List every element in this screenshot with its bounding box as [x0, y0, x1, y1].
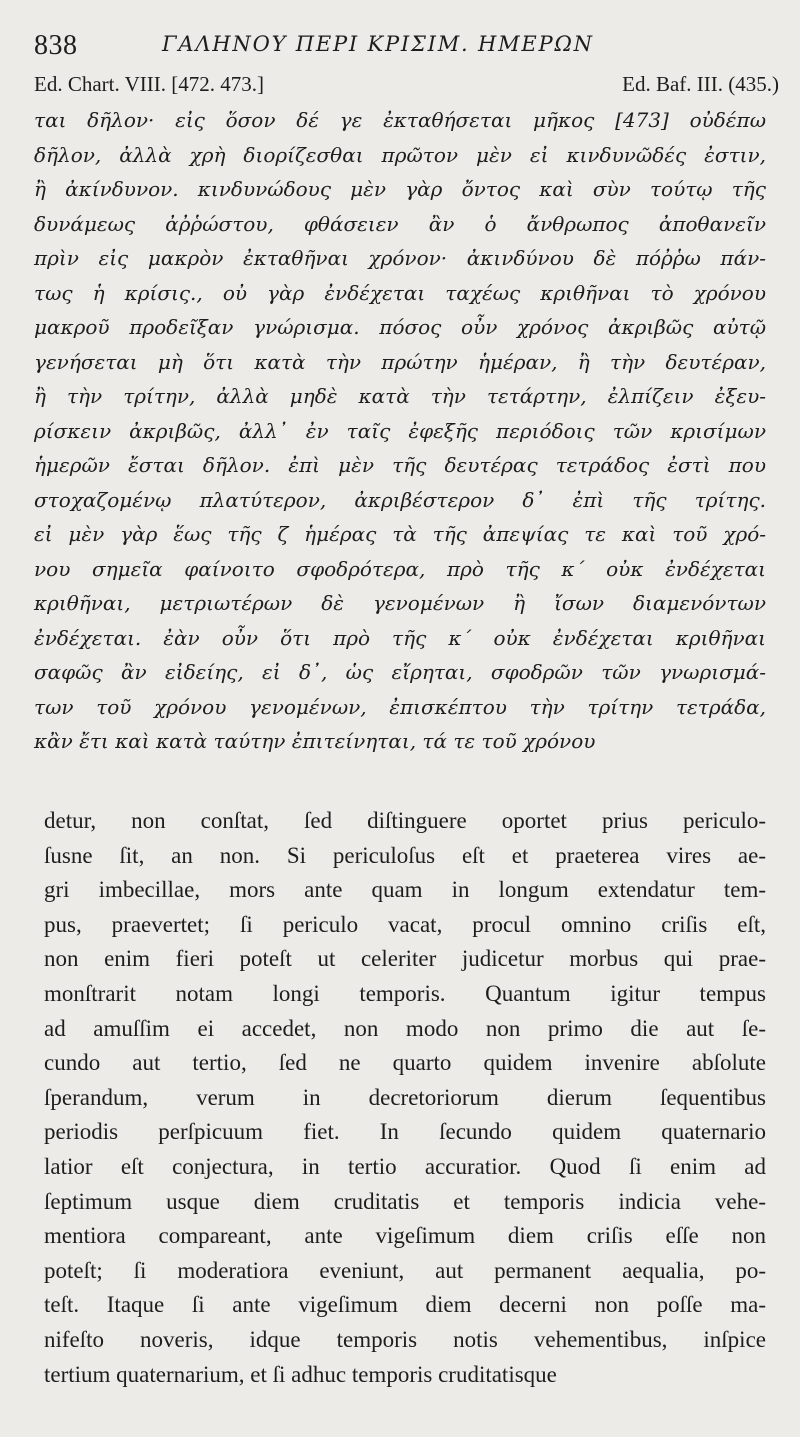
latin-text-line: non enim fieri poteſt ut celeriter judicetur morbus qui prae- — [44, 946, 766, 972]
greek-text-line: δῆλον, ἀλλὰ χρὴ διορίζεσθαι πρῶτον μὲν εἰ κινδυνῶδές ἐστιν, — [34, 142, 766, 167]
latin-text-line: cundo aut tertio, ſed ne quarto quidem invenire abſolute — [44, 1050, 766, 1076]
latin-translation-block — [44, 804, 766, 1392]
greek-text-line: γενήσεται μὴ ὅτι κατὰ τὴν πρώτην ἡμέραν, ἢ τὴν δευτέραν, — [34, 349, 766, 374]
latin-text-line: tertium quaternarium, et ſi adhuc temporis cruditatisque — [44, 1361, 557, 1387]
greek-text-line: δυνάμεως ἀῤῥώστου, φθάσειεν ἂν ὁ ἄνθρωπος ἀποθανεῖν — [34, 211, 766, 236]
latin-text-line: detur, non conſtat, ſed diſtinguere oportet prius periculo- — [44, 808, 766, 833]
edition-chart-reference: Ed. Chart. VIII. [472. 473.] — [34, 72, 264, 96]
latin-text-line: mentiora compareant, ante vigeſimum diem criſis eſſe non — [44, 1223, 766, 1249]
latin-text-line: periodis perſpicuum fiet. In ſecundo quidem quaternario — [44, 1119, 766, 1145]
page-header — [34, 30, 754, 64]
greek-text-line: ἢ τὴν τρίτην, ἀλλὰ μηδὲ κατὰ τὴν τετάρτην, ἐλπίζειν ἐξευ- — [34, 384, 766, 408]
latin-text-line: poteſt; ſi moderatiora eveniunt, aut permanent aequalia, po- — [44, 1257, 766, 1283]
greek-text-line: κἂν ἔτι καὶ κατὰ ταύτην ἐπιτείνηται, τά τε τοῦ χρόνου — [34, 729, 596, 753]
greek-text-line: μακροῦ προδεῖξαν γνώρισμα. πόσος οὖν χρόνος ἀκριβῶς αὐτῷ — [34, 315, 766, 339]
page-number: 838 — [34, 30, 78, 61]
greek-text-line: κριθῆναι, μετριωτέρων δὲ γενομένων ἢ ἴσων διαμενόντων — [34, 591, 766, 615]
latin-text-line: ſeptimum usque diem cruditatis et temporis indicia vehe- — [44, 1188, 766, 1214]
latin-text-line: ad amuſſim ei accedet, non modo non primo die aut ſe- — [44, 1015, 766, 1041]
greek-text-line: τως ἡ κρίσις., οὐ γὰρ ἐνδέχεται ταχέως κριθῆναι τὸ χρόνου — [34, 280, 766, 305]
latin-text-line: monſtrarit notam longi temporis. Quantum igitur tempus — [44, 980, 766, 1006]
latin-text-line: teſt. Itaque ſi ante vigeſimum diem decerni non poſſe ma- — [44, 1292, 766, 1318]
latin-text-line: ſusne ſit, an non. Si periculoſus eſt et praeterea vires ae- — [44, 842, 766, 868]
greek-text-line: στοχαζομένῳ πλατύτερον, ἀκριβέστερον δ᾽ ἐπὶ τῆς τρίτης. — [34, 487, 766, 512]
greek-text-block — [34, 103, 766, 759]
greek-text-line: σαφῶς ἂν εἰδείης, εἰ δ᾽, ὡς εἴρηται, σφοδρῶν τῶν γνωρισμά- — [34, 660, 766, 684]
greek-text-line: πρὶν εἰς μακρὸν ἐκταθῆναι χρόνον· ἀκινδύνου δὲ πόῤῥω πάν- — [34, 246, 766, 270]
greek-text-line: ἢ ἀκίνδυνον. κινδυνώδους μὲν γὰρ ὄντος καὶ σὺν τούτῳ τῆς — [34, 177, 766, 201]
greek-text-line: ἐνδέχεται. ἐὰν οὖν ὅτι πρὸ τῆς κ´ οὐκ ἐνδέχεται κριθῆναι — [34, 625, 766, 650]
latin-text-line: gri imbecillae, mors ante quam in longum extendatur tem- — [44, 877, 766, 903]
edition-basel-reference: Ed. Baf. III. (435.) — [622, 72, 779, 96]
latin-text-line: ſperandum, verum in decretoriorum dierum ſequentibus — [44, 1084, 766, 1110]
latin-text-line: nifeſto noveris, idque temporis notis vehementibus, inſpice — [44, 1326, 766, 1352]
running-title: ΓΑΛΗΝΟΥ ΠΕΡΙ ΚΡΙΣΙΜ. ΗΜΕΡΩΝ — [162, 32, 594, 56]
greek-text-line: νου σημεῖα φαίνοιτο σφοδρότερα, πρὸ τῆς κ´ οὐκ ἐνδέχεται — [34, 556, 766, 581]
greek-text-line: εἰ μὲν γὰρ ἕως τῆς ζ ἡμέρας τὰ τῆς ἀπεψίας τε καὶ τοῦ χρό- — [34, 522, 766, 546]
greek-text-line: ρίσκειν ἀκριβῶς, ἀλλ᾽ ἐν ταῖς ἐφεξῆς περιόδοις τῶν κρισίμων — [34, 418, 766, 443]
greek-text-line: των τοῦ χρόνου γενομένων, ἐπισκέπτου τὴν τρίτην τετράδα, — [34, 694, 766, 719]
latin-text-line: pus, praevertet; ſi periculo vacat, procul omnino criſis eſt, — [44, 911, 766, 937]
edition-reference-line — [34, 72, 779, 98]
greek-text-line: ἡμερῶν ἔσται δῆλον. ἐπὶ μὲν τῆς δευτέρας τετράδος ἐστὶ που — [34, 453, 766, 477]
greek-text-line: ται δῆλον· εἰς ὅσον δέ γε ἐκταθήσεται μῆκος [473] οὐδέπω — [34, 108, 766, 132]
latin-text-line: latior eſt conjectura, in tertio accuratior. Quod ſi enim ad — [44, 1153, 766, 1179]
